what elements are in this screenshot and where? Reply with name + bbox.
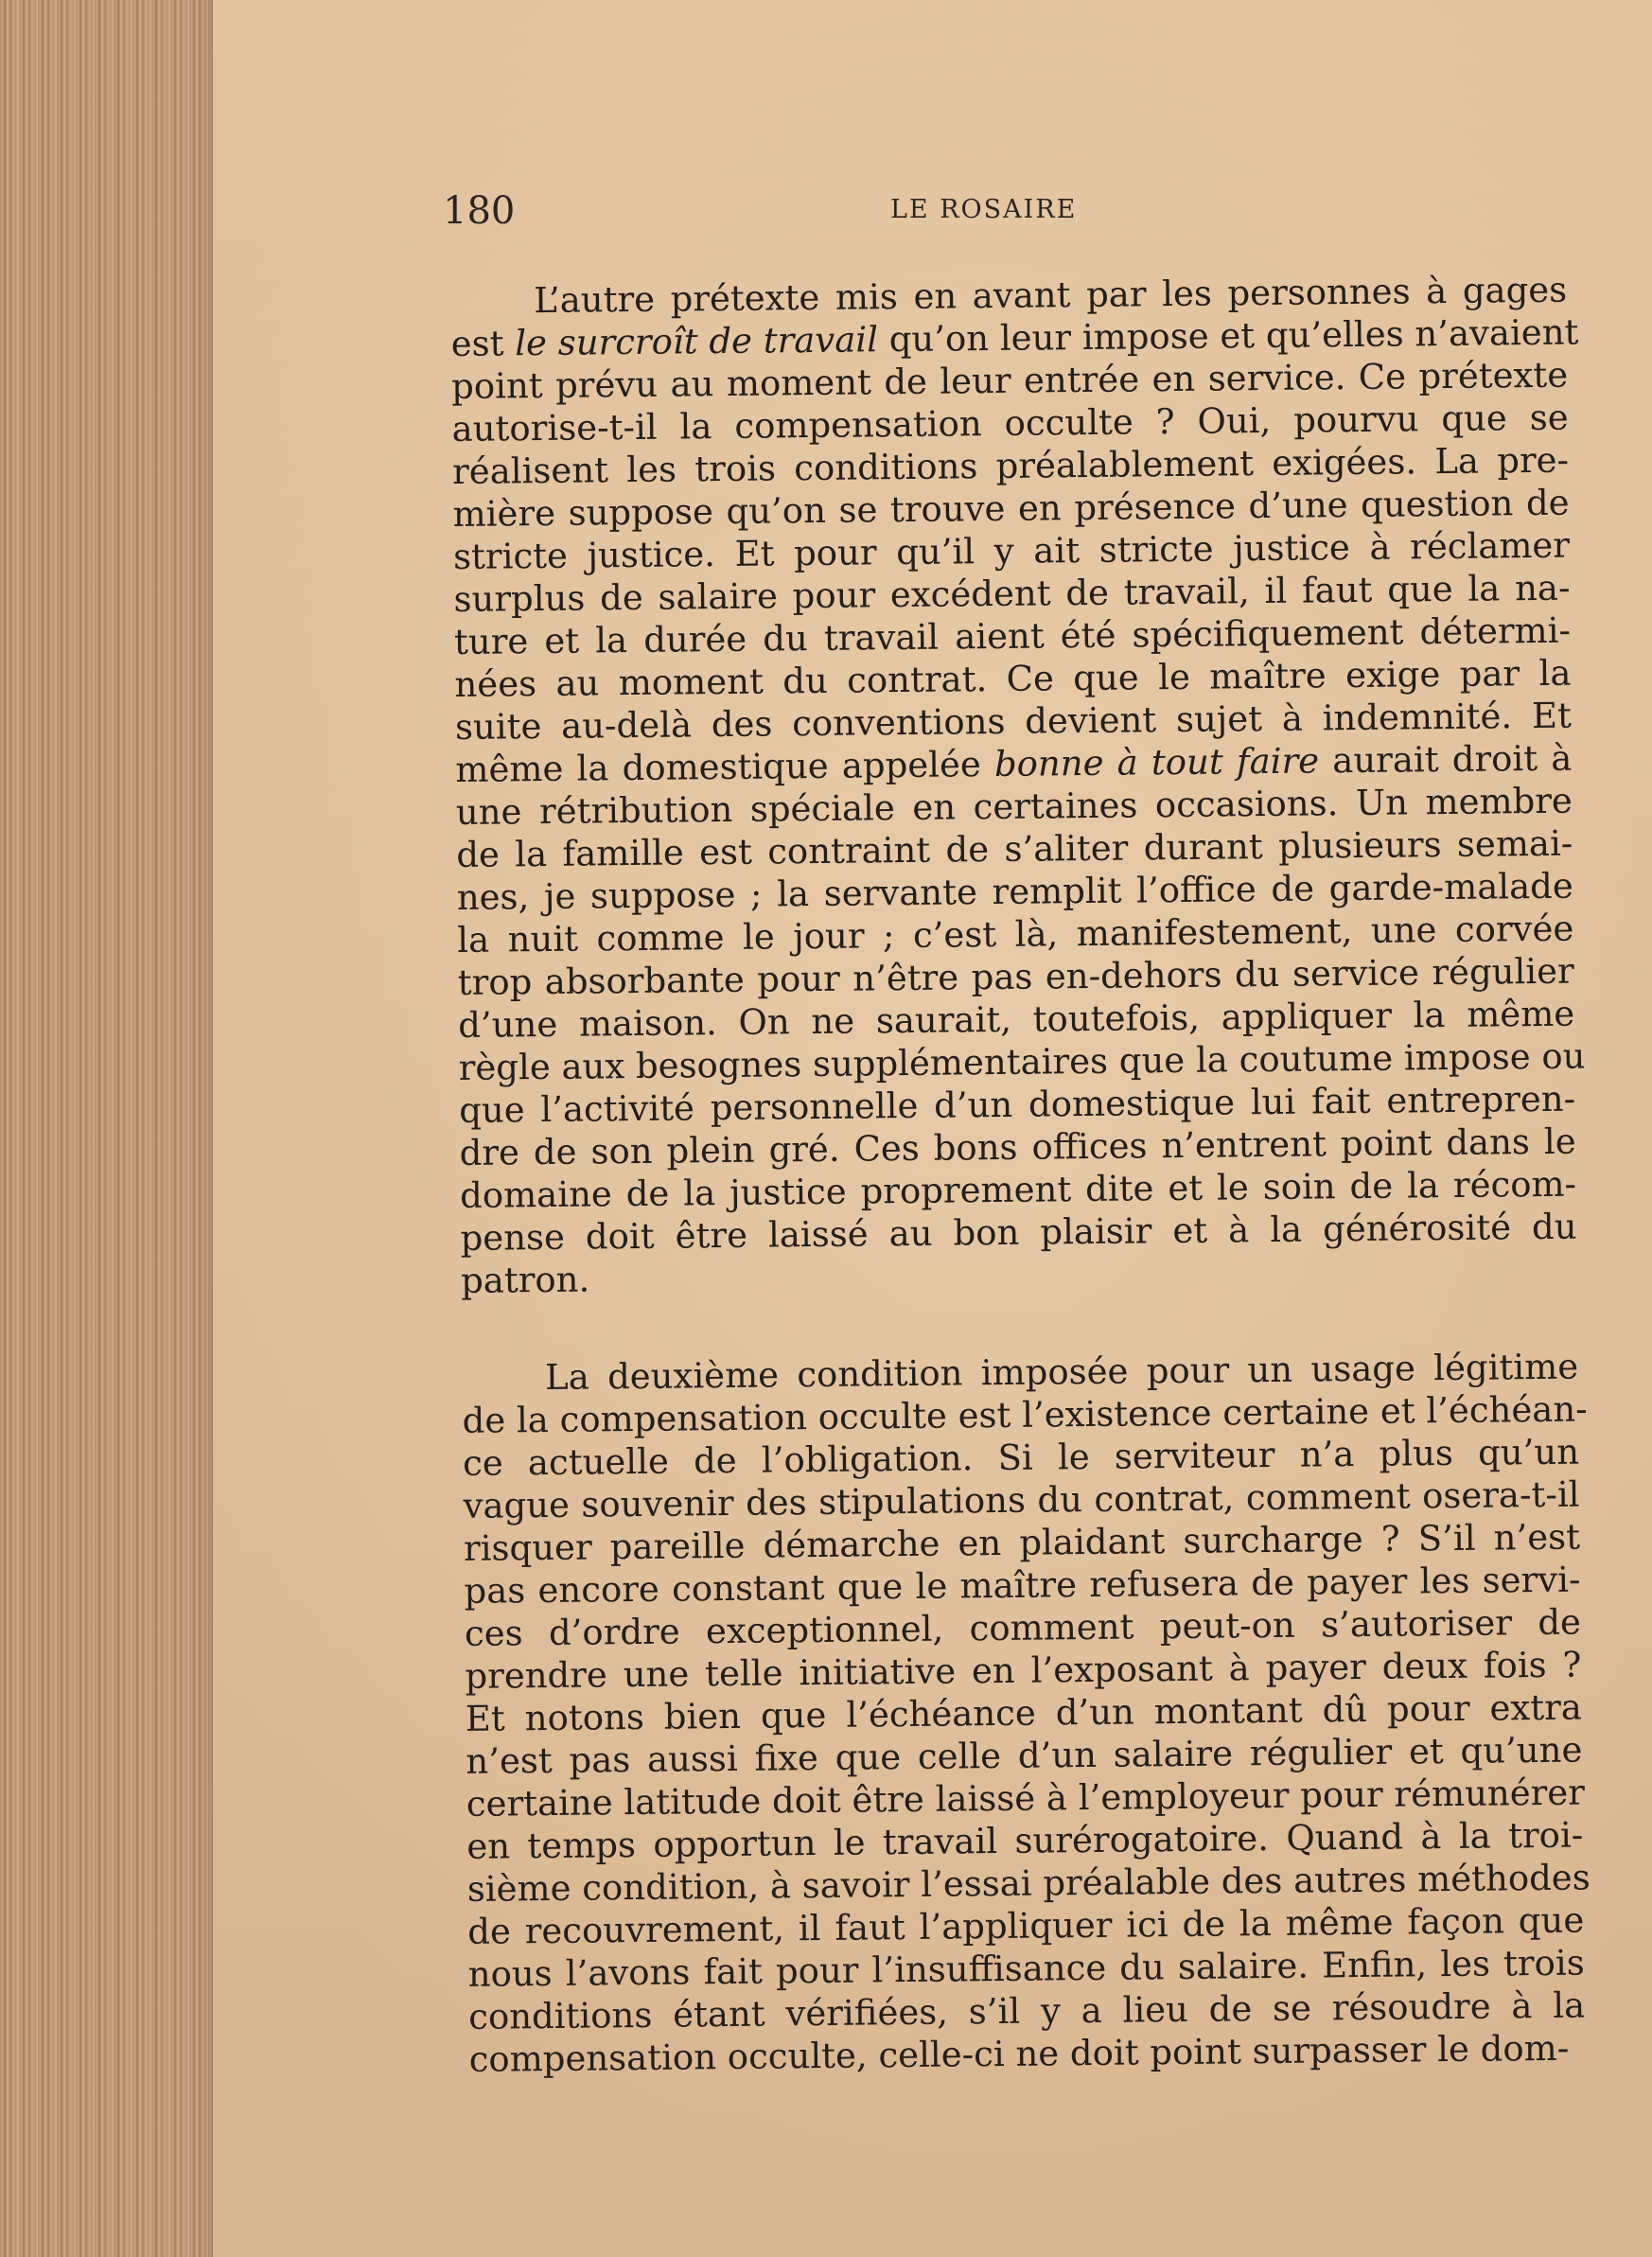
text-segment: prendre une telle initiative en l’exposant à payer deux fois ?	[465, 1644, 1582, 1697]
text-segment: point prévu au moment de leur entrée en service. Ce prétexte	[450, 354, 1569, 407]
text-segment: domaine de la justice proprement dite et le soin de la récom-	[459, 1163, 1577, 1216]
text-segment: Et notons bien que l’échéance d’un montant dû pour extra	[465, 1686, 1583, 1739]
text-segment: trop absorbante pour n’être pas en-dehors du service régulier	[457, 950, 1574, 1003]
text-segment: qu’on leur impose et qu’elles n’avaient	[877, 311, 1579, 361]
text-segment: n’est pas aussi fixe que celle d’un salaire régulier et qu’une	[466, 1729, 1583, 1782]
text-segment: dre de son plein gré. Ces bons offices n’entrent point dans le	[459, 1120, 1576, 1173]
paragraph	[462, 1346, 1590, 2081]
text-segment: La deuxième condition imposée pour un usage légitime	[544, 1346, 1579, 1399]
text-segment: surplus de salaire pour excédent de travail, il faut que la na-	[453, 567, 1571, 620]
text-segment: L’autre prétexte mis en avant par les personnes à gages	[534, 269, 1568, 322]
text-segment: règle aux besognes supplémentaires que la coutume impose ou	[458, 1035, 1586, 1088]
text-segment: sième condition, à savoir l’essai préalable des autres méthodes	[466, 1857, 1590, 1910]
text-segment: nées au moment du contrat. Ce que le maître exige par la	[454, 652, 1572, 705]
text-segment: de la compensation occulte est l’existence certaine et l’échéan-	[462, 1388, 1588, 1441]
italic-phrase: bonne à tout faire	[993, 740, 1320, 785]
text-segment: que l’activité personnelle d’un domestique lui fait entrepren-	[458, 1078, 1576, 1131]
text-segment: mière suppose qu’on se trouve en présence d’une question de	[452, 482, 1570, 535]
text-segment: est	[450, 323, 516, 364]
text-segment: nes, je suppose ; la servante remplit l’office de garde-malade	[456, 865, 1573, 918]
page-header	[443, 189, 1565, 246]
text-segment: de recouvrement, il faut l’appliquer ici de la même façon que	[467, 1899, 1585, 1952]
text-segment: ces d’ordre exceptionnel, comment peut-on s’autoriser de	[464, 1601, 1582, 1654]
text-segment: pas encore constant que le maître refusera de payer les servi-	[464, 1559, 1581, 1612]
text-segment: autorise-t-il la compensation occulte ? Oui, pourvu que se	[451, 397, 1569, 450]
text-segment: de la famille est contraint de s’aliter durant plusieurs semai-	[456, 822, 1573, 875]
page-stack-edge	[0, 0, 213, 2257]
text-segment: stricte justice. Et pour qu’il y ait stricte justice à réclamer	[452, 524, 1571, 577]
text-segment: d’une maison. On ne saurait, toutefois, appliquer la même	[458, 993, 1575, 1046]
text-segment: en temps opportun le travail surérogatoire. Quand à la troi-	[466, 1814, 1584, 1867]
text-segment: vague souvenir des stipulations du contrat, comment osera-t-il	[463, 1473, 1580, 1526]
text-segment: une rétribution spéciale en certaines occasions. Un membre	[455, 780, 1573, 833]
text-segment: aurait droit à	[1318, 737, 1573, 782]
paragraph	[450, 269, 1586, 1302]
text-segment: réalisent les trois conditions préalablement exigées. La pre-	[451, 439, 1570, 492]
body-text	[450, 269, 1590, 2081]
page-number: 180	[443, 189, 516, 233]
text-segment: conditions étant vérifiées, s’il y a lieu de se résoudre à la	[467, 1984, 1586, 2037]
text-segment: ture et la durée du travail aient été spécifiquement détermi-	[453, 609, 1572, 662]
text-segment: patron.	[460, 1259, 590, 1301]
text-segment: certaine latitude doit être laissé à l’employeur pour rémunérer	[466, 1772, 1586, 1825]
text-segment: risquer pareille démarche en plaidant surcharge ? S’il n’est	[463, 1516, 1581, 1569]
text-segment: la nuit comme le jour ; c’est là, manifestement, une corvée	[457, 908, 1574, 961]
text-segment: nous l’avons fait pour l’insuffisance du salaire. Enfin, les trois	[467, 1942, 1585, 1995]
italic-phrase: le surcroît de travail	[514, 319, 879, 364]
running-head: LE ROSAIRE	[890, 195, 1078, 224]
text-segment: ce actuelle de l’obligation. Si le serviteur n’a plus qu’un	[462, 1431, 1580, 1484]
text-segment: pense doit être laissé au bon plaisir et à la générosité du	[460, 1206, 1577, 1259]
text-segment: même la domestique appelée	[455, 744, 995, 790]
text-segment: suite au-delà des conventions devient sujet à indemnité. Et	[454, 695, 1573, 748]
text-segment: compensation occulte, celle-ci ne doit point surpasser le dom-	[468, 2027, 1570, 2080]
